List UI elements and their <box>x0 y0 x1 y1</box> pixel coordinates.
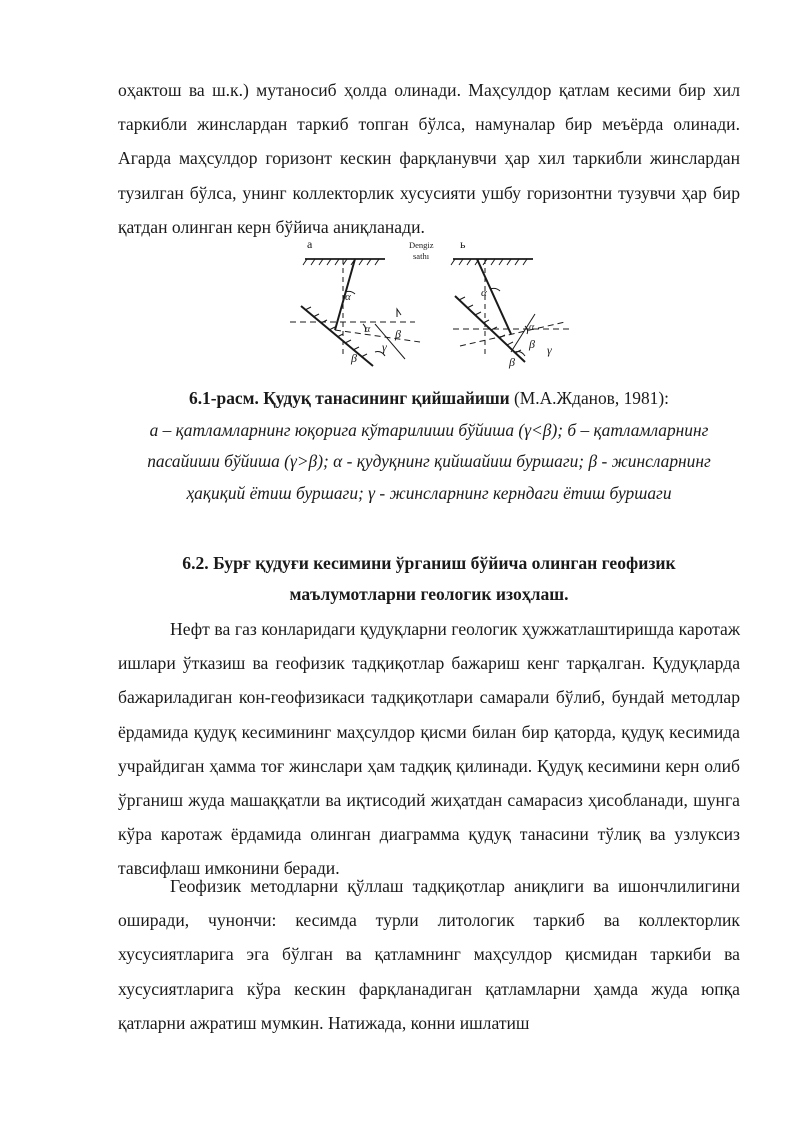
paragraph-geophysics: Нефт ва газ конларидаги қудуқларни геологик ҳужжатлаштиришда каротаж ишлари ўтказиш ва геофизик тадқиқотлар бажариш кенг тарқалган. Қудуқларда бажариладиган кон-геофизикаси тадқиқотлари самарали бўлиб, бундай методлар ёрдамида қудуқ кесимининг маҳсулдор қисми билан бир қаторда, қудуқ кесимида учрайдиган ҳамма тоғ жинслари ҳам тадқиқ қилинади. Қудуқ кесимини керн олиб ўрганиш жуда машаққатли ва иқтисодий жиҳатдан самарасиз ҳисобланади, шунга кўра каротаж ёрдамида олинган диаграмма қудуқ танасини тўлиқ ва узлуксиз тавсифлаш имконини беради. <box>118 619 740 879</box>
beta-symbol-a: β <box>395 327 401 341</box>
panel-a-label: a <box>307 237 313 251</box>
paragraph-core-sampling: оҳактош ва ш.к.) мутаносиб ҳолда олинади. Маҳсулдор қатлам кесими бир хил таркибли жинслардан таркиб топган бўлса, намуналар бир меъёрда олинади. Агарда маҳсулдор горизонт кескин фарқланувчи ҳар хил таркибли жинслардан тузилган бўлса, унинг коллекторлик хусусияти ушбу горизонтни тузувчи ҳар бир қатдан олинган керн бўйича аниқланади. <box>118 80 740 237</box>
caption-gamma-symbol: γ <box>368 482 376 503</box>
caption-description <box>147 420 711 503</box>
caption-desc-beta: - жинсларнинг ҳақиқий ётиш буршаги; <box>186 451 711 503</box>
borehole-deviation-figure <box>285 234 575 374</box>
alpha-symbol-a2: α <box>365 324 371 335</box>
alpha-symbol-b: α <box>481 287 487 299</box>
alpha-symbol-b2: α <box>529 322 535 333</box>
section-heading-line1: 6.2. Бурғ қудуғи кесимини ўрганиш бўйича олинган геофизик <box>182 553 676 573</box>
beta-symbol-b: β <box>529 337 535 351</box>
caption-lead <box>118 383 740 415</box>
sea-level-label-line1: Dengiz <box>409 240 434 250</box>
panel-a-diagram <box>290 259 420 366</box>
caption-number: 6.1-расм. <box>189 388 264 408</box>
caption-desc-alpha: - қудуқнинг қийшайиш буршаги; <box>342 451 589 471</box>
gamma-symbol-b: γ <box>547 343 552 357</box>
caption-title: Қудуқ танасининг қийшайиши <box>263 388 510 408</box>
beta-symbol-b2: β <box>509 355 515 369</box>
section-heading-line2: маълумотларни геологик изоҳлаш. <box>289 584 569 604</box>
caption-beta-symbol: β <box>588 451 598 471</box>
alpha-symbol-a: α <box>345 291 351 303</box>
caption-source: (М.А.Жданов, 1981): <box>509 388 669 408</box>
figure-caption <box>118 383 740 509</box>
sea-level-label-line2: sathı <box>413 251 430 261</box>
section-heading <box>118 548 740 610</box>
gamma-symbol-a: γ <box>382 340 387 354</box>
caption-desc-a: а – қатламларнинг юқорига кўтарилиши бўйиша (γ<β); б – қатламларнинг пасайиши бўйиша (γ>β); <box>147 419 709 471</box>
panel-b-label: ь <box>460 237 466 251</box>
caption-desc-gamma: - жинсларнинг керндаги ётиш буршаги <box>375 482 672 503</box>
paragraph-methods: Геофизик методларни қўллаш тадқиқотлар аниқлиги ва ишончлилигини оширади, чунончи: кесимда турли литологик таркиб ва коллекторлик хусусиятларига эга бўлган ва қатламнинг маҳсулдор қисмидан таркиби ва хусусиятларига кўра кескин фарқланадиган қатламларни ҳамда жуда юпқа қатларни ажратиш мумкин. Натижада, конни ишлатиш <box>118 876 740 1033</box>
beta-symbol-a2: β <box>351 351 357 365</box>
caption-alpha-symbol: α <box>333 451 343 471</box>
panel-b-diagram <box>451 259 570 362</box>
